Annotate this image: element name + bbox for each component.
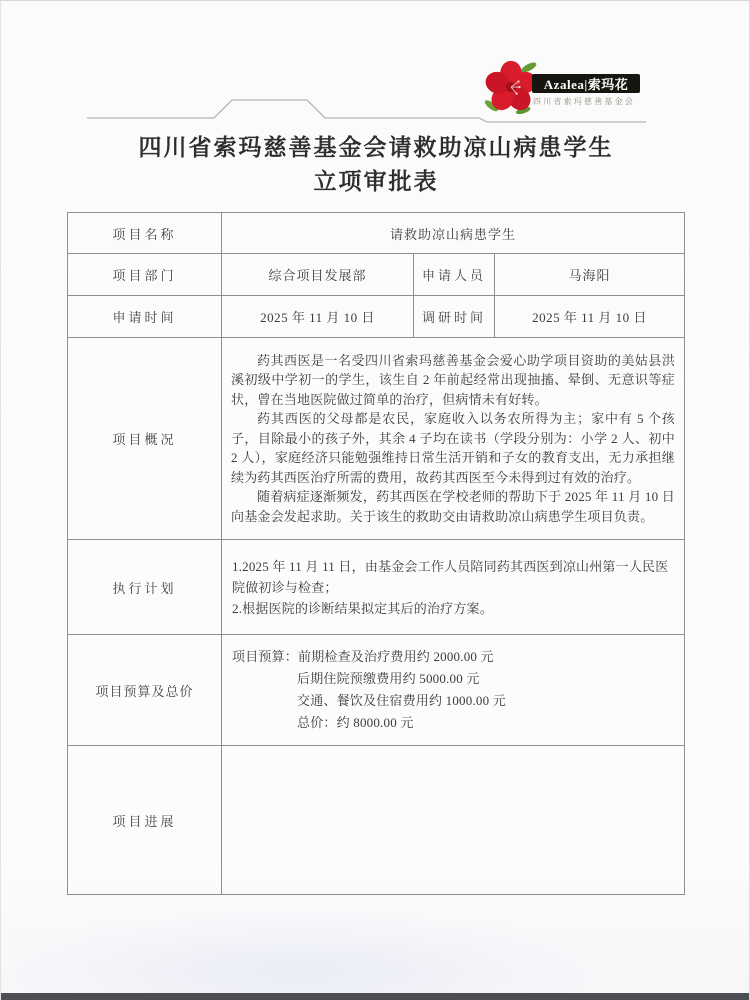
label-project-name: 项目名称 [68, 213, 222, 254]
label-budget: 项目预算及总价 [68, 635, 222, 746]
row-department-applicant [68, 254, 685, 296]
row-dates [68, 296, 685, 338]
plan-item: 1.2025 年 11 月 11 日，由基金会工作人员陪同药其西医到凉山州第一人民医院做初诊与检查； [232, 558, 669, 595]
label-project-progress: 项目进展 [68, 746, 222, 895]
label-applicant: 申请人员 [414, 254, 495, 296]
value-survey-time: 2025 年 11 月 10 日 [495, 296, 685, 338]
row-budget [68, 635, 685, 746]
value-project-progress [222, 746, 685, 895]
foundation-logo [482, 57, 652, 113]
value-project-name: 请救助凉山病患学生 [222, 213, 685, 254]
row-execution-plan [68, 540, 685, 635]
overview-paragraph: 药其西医是一名受四川省索玛慈善基金会爱心助学项目资助的美姑县洪溪初级中学初一的学生，该生自 2 年前起经常出现抽搐、晕倒、无意识等症状，曾在当地医院做过简单的治疗，但病情未有好转。 [231, 352, 676, 407]
plan-item: 2.根据医院的诊断结果拟定其后的治疗方案。 [232, 600, 493, 616]
row-project-name [68, 213, 685, 254]
logo-brand-text: Azalea|索玛花 [543, 77, 629, 92]
overview-paragraph: 药其西医的父母都是农民，家庭收入以务农所得为主；家中有 5 个孩子，目除最小的孩子外，其余 4 子均在读书（学段分别为：小学 2 人、初中 2 人），家庭经济只能勉强维持日常生活开销和子女的教育支出，无力承担继续为药其西医治疗所需的费用，故药其西医至今未得到过有效的治疗。 [231, 411, 676, 485]
value-project-overview [222, 338, 685, 540]
value-apply-time: 2025 年 11 月 10 日 [222, 296, 414, 338]
budget-line: 后期住院预缴费用约 5000.00 元 [297, 671, 480, 686]
approval-form-table [67, 212, 685, 895]
value-applicant: 马海阳 [495, 254, 685, 296]
label-execution-plan: 执行计划 [68, 540, 222, 635]
document-title [1, 131, 750, 199]
budget-line: 项目预算：前期检查及治疗费用约 2000.00 元 [232, 649, 494, 664]
label-department: 项目部门 [68, 254, 222, 296]
value-execution-plan [222, 540, 685, 635]
value-budget [222, 635, 685, 746]
scan-bottom-edge [1, 993, 750, 1000]
overview-paragraph: 随着病症逐渐频发，药其西医在学校老师的帮助下于 2025 年 11 月 10 日向基金会发起求助。关于该生的救助交由请救助凉山病患学生项目负责。 [231, 489, 676, 524]
budget-line: 交通、餐饮及住宿费用约 1000.00 元 [297, 693, 506, 708]
row-project-overview [68, 338, 685, 540]
value-department: 综合项目发展部 [222, 254, 414, 296]
label-project-overview: 项目概况 [68, 338, 222, 540]
row-project-progress [68, 746, 685, 895]
logo-brand-box [532, 74, 640, 93]
logo-org-text: 四川省索玛慈善基金会 [533, 97, 635, 106]
document-title-line1: 四川省索玛慈善基金会请救助凉山病患学生 [138, 135, 614, 160]
budget-line: 总价：约 8000.00 元 [297, 715, 414, 730]
label-apply-time: 申请时间 [68, 296, 222, 338]
document-title-line2: 立项审批表 [313, 169, 439, 194]
label-survey-time: 调研时间 [414, 296, 495, 338]
